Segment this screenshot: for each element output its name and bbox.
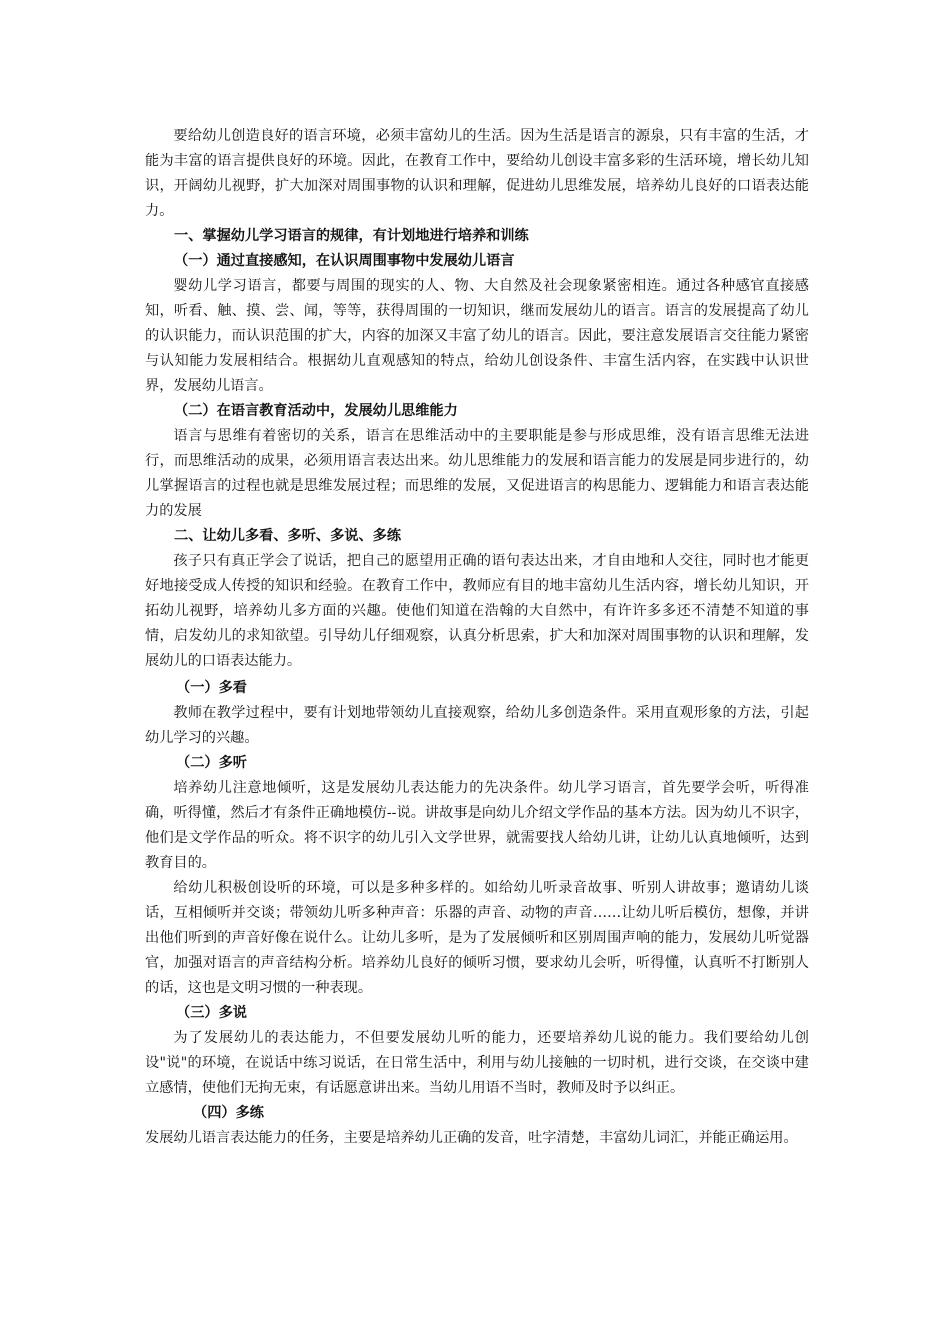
- section-1-heading: 一、掌握幼儿学习语言的规律，有计划地进行培养和训练: [174, 228, 529, 244]
- section-2-heading: 二、让幼儿多看、多听、多说、多练: [174, 528, 402, 544]
- intro-paragraph: 要给幼儿创造良好的语言环境，必须丰富幼儿的生活。因为生活是语言的源泉，只有丰富的生活，才能为丰富的语言提供良好的环境。因此，在教育工作中，要给幼儿创设丰富多彩的生活环境，增长幼儿知识，开阔幼儿视野，扩大加深对周围事物的认识和理解，促进幼儿思维发展，培养幼儿良好的口语表达能力。: [145, 128, 809, 219]
- listen-paragraph-1: 培养幼儿注意地倾听，这是发展幼儿表达能力的先决条件。幼儿学习语言，首先要学会听，听得准确，听得懂，然后才有条件正确地模仿--说。讲故事是向幼儿介绍文学作品的基本方法。因为幼儿不识字，他们是文学作品的听众。将不识字的幼儿引入文学世界，就需要找人给幼儿讲，让幼儿认真地倾听，达到教育目的。: [145, 780, 809, 871]
- section-1-sub-1-heading: （一）通过直接感知，在认识周围事物中发展幼儿语言: [174, 253, 515, 269]
- listen-paragraph-2: 给幼儿积极创设听的环境，可以是多种多样的。如给幼儿听录音故事、听别人讲故事；邀请幼儿谈话，互相倾听并交谈；带领幼儿听多种声音：乐器的声音、动物的声音……让幼儿听后模仿，想像，并讲出他们听到的声音好像在说什么。让幼儿多听，是为了发展倾听和区别周围声响的能力，发展幼儿听觉器官，加强对语言的声音结构分析。培养幼儿良好的倾听习惯，要求幼儿会听，听得懂，认真听不打断别人的话，这也是文明习惯的一种表现。: [145, 880, 809, 996]
- practice-heading: （四）多练: [193, 1105, 264, 1121]
- look-heading: （一）多看: [176, 680, 247, 696]
- practice-paragraph: 发展幼儿语言表达能力的任务，主要是培养幼儿正确的发音，吐字清楚，丰富幼儿词汇，并能正确运用。: [145, 1130, 798, 1146]
- speak-heading: （三）多说: [176, 1005, 247, 1021]
- document-page: [145, 124, 809, 1151]
- speak-paragraph: 为了发展幼儿的表达能力，不但要发展幼儿听的能力，还要培养幼儿说的能力。我们要给幼儿创设"说"的环境，在说话中练习说话，在日常生活中，利用与幼儿接触的一切时机，进行交谈，在交谈中建立感情，使他们无拘无束，有话愿意讲出来。当幼儿用语不当时，教师及时予以纠正。: [145, 1030, 809, 1096]
- look-paragraph: 教师在教学过程中，要有计划地带领幼儿直接观察，给幼儿多创造条件。采用直观形象的方法，引起幼儿学习的兴趣。: [145, 705, 809, 746]
- section-1-sub-2-paragraph: 语言与思维有着密切的关系，语言在思维活动中的主要职能是参与形成思维，没有语言思维无法进行，而思维活动的成果，必须用语言表达出来。幼儿思维能力的发展和语言能力的发展是同步进行的，幼儿掌握语言的过程也就是思维发展过程；而思维的发展，又促进语言的构思能力、逻辑能力和语言表达能力的发展: [145, 428, 809, 519]
- section-2-paragraph: 孩子只有真正学会了说话，把自己的愿望用正确的语句表达出来，才自由地和人交往，同时也才能更好地接受成人传授的知识和经验。在教育工作中，教师应有目的地丰富幼儿生活内容，增长幼儿知识，开拓幼儿视野，培养幼儿多方面的兴趣。使他们知道在浩翰的大自然中，有许许多多还不清楚不知道的事情，启发幼儿的求知欲望。引导幼儿仔细观察，认真分析思索，扩大和加深对周围事物的认识和理解，发展幼儿的口语表达能力。: [145, 553, 809, 669]
- section-1-sub-1-paragraph: 婴幼儿学习语言，都要与周围的现实的人、物、大自然及社会现象紧密相连。通过各种感官直接感知，听看、触、摸、尝、闻，等等，获得周围的一切知识，继而发展幼儿的语言。语言的发展提高了幼儿的认识能力，而认识范围的扩大，内容的加深又丰富了幼儿的语言。因此，要注意发展语言交往能力紧密与认知能力发展相结合。根据幼儿直观感知的特点，给幼儿创设条件、丰富生活内容，在实践中认识世界，发展幼儿语言。: [145, 278, 809, 394]
- section-1-sub-2-heading: （二）在语言教育活动中，发展幼儿思维能力: [174, 403, 458, 419]
- listen-heading: （二）多听: [176, 755, 247, 771]
